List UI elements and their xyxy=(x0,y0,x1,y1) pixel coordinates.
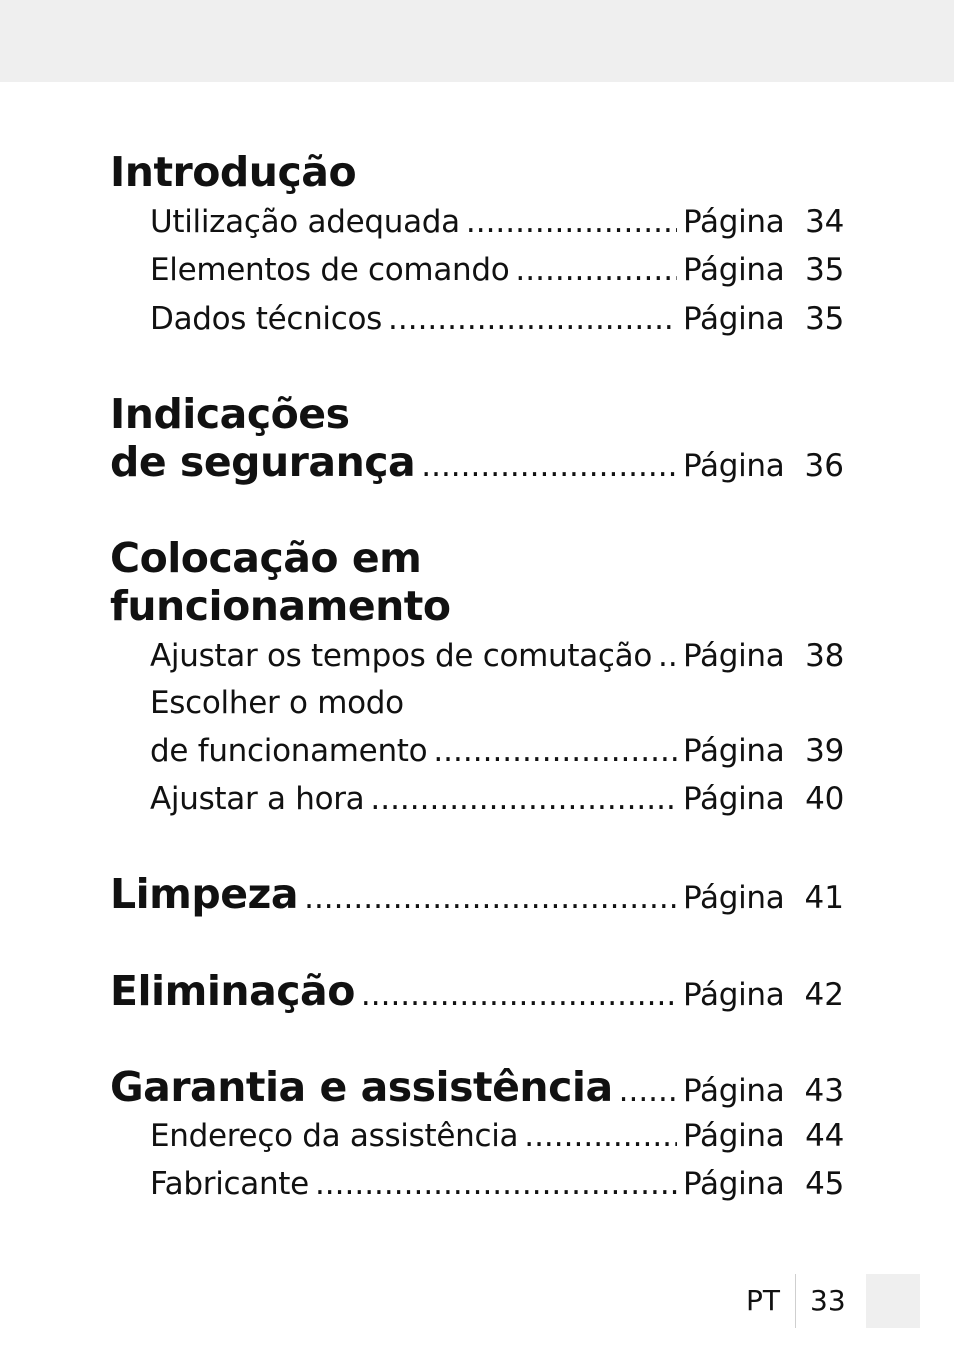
page-label: Página xyxy=(683,204,785,240)
page-number: 35 xyxy=(805,252,844,288)
dot-leader xyxy=(466,204,677,240)
toc-entry-dados[interactable] xyxy=(150,301,844,337)
toc-entry-label-modo-line1: Escolher o modo xyxy=(150,685,404,721)
page-number: 41 xyxy=(804,880,844,916)
toc-entry-label: Utilização adequada xyxy=(150,204,460,240)
dot-leader xyxy=(370,781,677,817)
dot-leader xyxy=(433,733,677,769)
page-label: Página xyxy=(683,301,785,337)
page-number: 36 xyxy=(804,448,844,484)
footer-divider xyxy=(795,1274,796,1328)
section-title-introducao: Introdução xyxy=(110,148,357,196)
page-label: Página xyxy=(683,733,785,769)
page-number: 40 xyxy=(805,781,844,817)
toc-entry-modo[interactable] xyxy=(150,733,844,769)
dot-leader xyxy=(388,301,677,337)
toc-entry-label: de funcionamento xyxy=(150,733,428,769)
toc-entry-endereco[interactable] xyxy=(150,1118,844,1154)
page-label: Página xyxy=(683,252,785,288)
dot-leader xyxy=(421,448,677,484)
footer-page-number: 33 xyxy=(810,1284,846,1317)
header-band xyxy=(0,0,954,82)
dot-leader xyxy=(524,1118,677,1154)
dot-leader xyxy=(515,252,677,288)
page-number: 35 xyxy=(805,301,844,337)
toc-entry-limpeza[interactable] xyxy=(110,870,844,918)
toc-entry-hora[interactable] xyxy=(150,781,844,817)
dot-leader xyxy=(619,1073,677,1109)
section-title-colocacao-line2: funcionamento xyxy=(110,582,451,630)
toc-entry-eliminacao[interactable] xyxy=(110,967,844,1015)
page-label: Página xyxy=(683,1166,785,1202)
section-title-indicacoes-line2: de segurança xyxy=(110,438,416,486)
section-title-indicacoes-line1: Indicações xyxy=(110,390,350,438)
section-title-garantia: Garantia e assistência xyxy=(110,1063,613,1111)
page-number: 39 xyxy=(805,733,844,769)
toc-entry-elementos[interactable] xyxy=(150,252,844,288)
toc-entry-fabricante[interactable] xyxy=(150,1166,844,1202)
footer-tab-marker xyxy=(866,1274,920,1328)
section-title-limpeza: Limpeza xyxy=(110,870,299,918)
page-number: 43 xyxy=(804,1073,844,1109)
toc-entry-label: Fabricante xyxy=(150,1166,309,1202)
page-number: 42 xyxy=(804,977,844,1013)
footer-language: PT xyxy=(746,1284,780,1317)
toc-entry-tempos[interactable] xyxy=(150,638,844,674)
dot-leader xyxy=(361,977,677,1013)
dot-leader xyxy=(315,1166,677,1202)
page-label: Página xyxy=(683,977,785,1013)
page-label: Página xyxy=(683,1073,785,1109)
dot-leader xyxy=(304,880,677,916)
dot-leader xyxy=(658,638,677,674)
toc-entry-label: Elementos de comando xyxy=(150,252,510,288)
page-label: Página xyxy=(683,781,785,817)
toc-entry-seguranca[interactable] xyxy=(110,438,844,486)
page-number: 38 xyxy=(805,638,844,674)
page-number: 34 xyxy=(805,204,844,240)
page-number: 44 xyxy=(805,1118,844,1154)
section-title-colocacao-line1: Colocação em xyxy=(110,534,422,582)
page-label: Página xyxy=(683,1118,785,1154)
section-title-eliminacao: Eliminação xyxy=(110,967,355,1015)
page-label: Página xyxy=(683,638,785,674)
toc-entry-label: Dados técnicos xyxy=(150,301,383,337)
page-label: Página xyxy=(683,880,785,916)
toc-entry-label: Ajustar os tempos de comutação xyxy=(150,638,653,674)
toc-entry-garantia[interactable] xyxy=(110,1063,844,1111)
page-label: Página xyxy=(683,448,785,484)
toc-entry-utilizacao[interactable] xyxy=(150,204,844,240)
toc-entry-label: Endereço da assistência xyxy=(150,1118,519,1154)
page-number: 45 xyxy=(805,1166,844,1202)
toc-entry-label: Ajustar a hora xyxy=(150,781,365,817)
